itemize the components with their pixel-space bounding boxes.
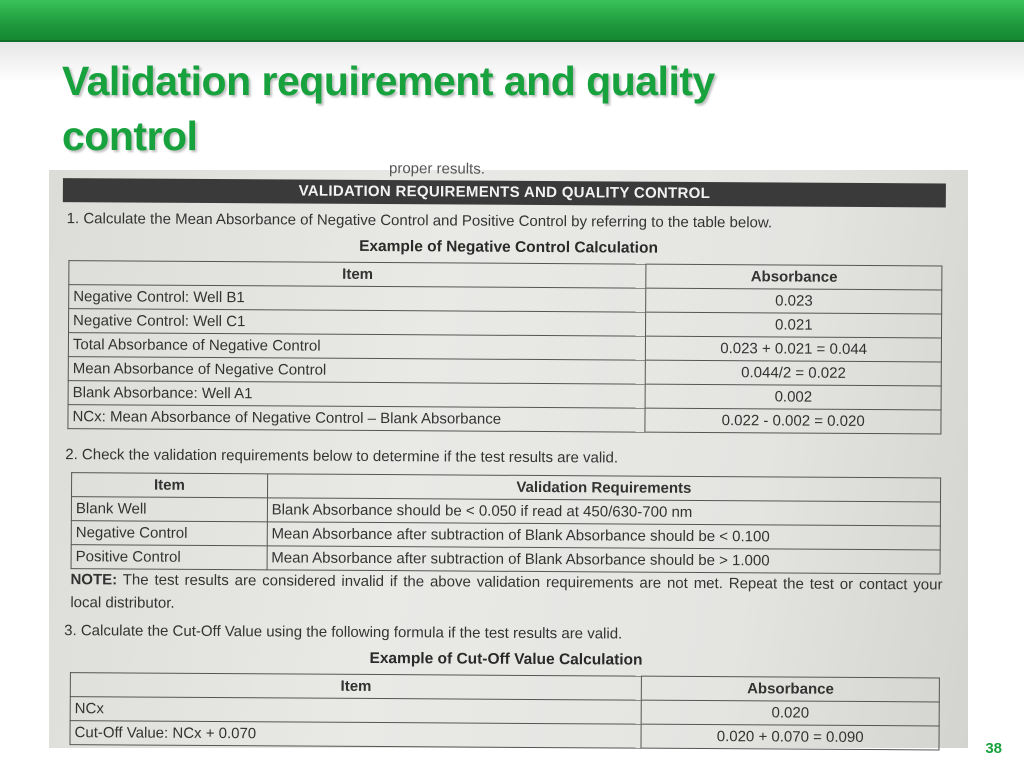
absorbance-cell: 0.002 [646,384,942,410]
column-header: Validation Requirements [267,474,940,502]
requirement-cell: Mean Absorbance after subtraction of Blank Absorbance should be < 0.100 [267,522,940,550]
note-paragraph [70,568,942,619]
step-3-text: 3. Calculate the Cut-Off Value using the following formula if the test results are valid. [64,622,623,643]
absorbance-cell: 0.020 + 0.070 = 0.090 [641,724,939,750]
section-title: VALIDATION REQUIREMENTS AND QUALITY CONTROL [63,178,946,207]
negative-control-table [67,260,942,434]
item-cell: NCx [70,697,641,724]
requirement-cell: Mean Absorbance after subtraction of Blank Absorbance should be > 1.000 [267,546,940,574]
slide-title [62,54,962,164]
cut-off-text: proper results. [388,160,485,178]
neg-table-caption: Example of Negative Control Calculation [359,237,659,257]
item-cell: Positive Control [71,545,267,570]
requirement-cell: Blank Absorbance should be < 0.050 if read at 450/630-700 nm [267,498,940,526]
item-cell: Negative Control: Well B1 [69,285,647,313]
document-sheet [45,160,968,754]
absorbance-cell: 0.023 [646,288,942,314]
table-row [68,405,941,434]
absorbance-cell: 0.023 + 0.021 = 0.044 [646,336,942,362]
item-cell: Negative Control [71,521,267,546]
column-header: Absorbance [642,676,940,702]
header-bar [0,0,1024,42]
validation-requirements-table [71,472,942,574]
item-cell: Negative Control: Well C1 [69,309,647,337]
absorbance-cell: 0.020 [641,700,939,726]
note-label: NOTE: [70,571,118,589]
cutoff-value-table [69,672,939,750]
item-cell: Mean Absorbance of Negative Control [68,357,646,385]
absorbance-cell: 0.022 - 0.002 = 0.020 [645,408,941,434]
column-header: Absorbance [646,264,942,290]
column-header: Item [69,261,647,289]
cutoff-table-caption: Example of Cut-Off Value Calculation [369,649,643,669]
slide-title-line2: control [62,113,198,159]
step-2-text: 2. Check the validation requirements below to determine if the test results are valid. [65,446,619,467]
document-photo [49,160,968,748]
page-number: 38 [985,740,1002,757]
slide-title-line1: Validation requirement and quality [62,58,715,104]
item-cell: Cut-Off Value: NCx + 0.070 [70,721,641,748]
note-text: The test results are considered invalid if the above validation requirements are not met. Repeat the test or contact your local distributor. [70,571,943,612]
table-row [70,721,939,750]
item-cell: Total Absorbance of Negative Control [68,333,646,361]
step-1-text: 1. Calculate the Mean Absorbance of Negative Control and Positive Control by referring to the table below. [66,210,773,232]
item-cell: Blank Absorbance: Well A1 [68,381,646,409]
item-cell: NCx: Mean Absorbance of Negative Control – Blank Absorbance [68,405,646,433]
absorbance-cell: 0.044/2 = 0.022 [646,360,942,386]
column-header: Item [70,673,641,700]
absorbance-cell: 0.021 [646,312,942,338]
item-cell: Blank Well [71,497,267,522]
column-header: Item [72,473,268,498]
